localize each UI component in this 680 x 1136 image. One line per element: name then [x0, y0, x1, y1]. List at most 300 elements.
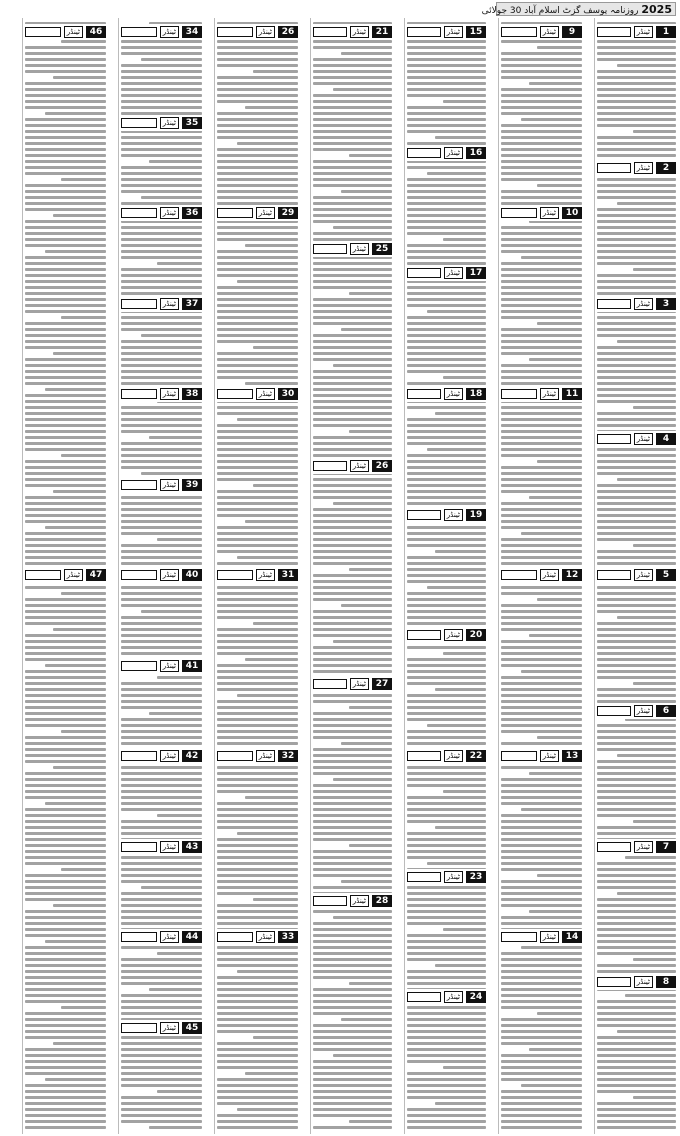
text-line	[597, 82, 676, 85]
text-line	[501, 880, 582, 883]
text-line	[313, 1036, 392, 1039]
text-line	[313, 574, 392, 577]
text-line	[407, 1126, 486, 1129]
text-line	[501, 418, 582, 421]
text-line	[25, 436, 106, 439]
text-line	[217, 730, 298, 733]
text-line	[537, 184, 582, 187]
text-line	[501, 526, 582, 529]
text-line	[121, 166, 202, 169]
text-line	[597, 244, 676, 247]
text-line	[245, 382, 298, 385]
text-line	[597, 232, 676, 235]
text-line	[313, 310, 392, 313]
text-line	[217, 688, 298, 691]
text-line	[407, 784, 486, 787]
box-number: 45	[182, 1022, 202, 1034]
text-line	[217, 610, 298, 613]
text-line	[313, 694, 392, 697]
text-line	[121, 274, 202, 277]
text-line	[217, 154, 298, 157]
text-line	[217, 862, 298, 865]
text-line	[217, 178, 298, 181]
tender-box-36	[121, 207, 202, 219]
text-line	[501, 250, 582, 253]
text-line	[217, 502, 298, 505]
text-line	[53, 490, 106, 493]
tender-box-43	[121, 841, 202, 853]
text-line	[121, 292, 202, 295]
box-frame	[501, 208, 537, 218]
text-line	[121, 856, 202, 859]
text-line	[217, 160, 298, 163]
text-line	[217, 508, 298, 511]
text-line	[407, 766, 486, 769]
text-line	[53, 1042, 106, 1045]
text-line	[25, 1108, 106, 1111]
text-line	[597, 412, 676, 415]
text-line	[313, 40, 392, 43]
text-line	[501, 88, 582, 91]
text-line	[313, 454, 392, 457]
text-line	[521, 118, 582, 121]
text-line	[25, 376, 106, 379]
text-line	[121, 1036, 202, 1039]
box-frame	[313, 244, 347, 254]
text-line	[217, 988, 298, 991]
text-line	[217, 184, 298, 187]
text-line	[157, 262, 202, 265]
col-7	[22, 18, 108, 1134]
text-line	[25, 772, 106, 775]
text-line	[217, 820, 298, 823]
box-number: 36	[182, 207, 202, 219]
text-line	[237, 1108, 298, 1111]
text-line	[121, 82, 202, 85]
text-line	[501, 652, 582, 655]
text-line	[217, 1060, 298, 1063]
text-line	[501, 442, 582, 445]
box-frame	[121, 842, 157, 852]
tender-box-20	[407, 629, 486, 641]
box-tag: ٹینڈر	[64, 569, 83, 581]
box-frame	[313, 679, 347, 689]
text-line	[121, 370, 202, 373]
text-line	[121, 778, 202, 781]
text-line	[349, 154, 392, 157]
text-line	[407, 856, 486, 859]
text-line	[407, 196, 486, 199]
tender-box-27	[313, 678, 392, 690]
text-line	[313, 334, 392, 337]
tender-box-2	[597, 162, 676, 174]
text-line	[597, 634, 676, 637]
text-line	[121, 40, 202, 43]
text-line	[313, 730, 392, 733]
text-line	[501, 448, 582, 451]
tender-box-13	[501, 750, 582, 762]
text-line	[501, 886, 582, 889]
text-line	[25, 1096, 106, 1099]
text-line	[407, 718, 486, 721]
text-line	[407, 208, 486, 211]
text-line	[501, 160, 582, 163]
box-tag: ٹینڈر	[444, 388, 463, 400]
text-line	[313, 952, 392, 955]
text-line	[407, 616, 486, 619]
text-line	[217, 292, 298, 295]
text-line	[121, 238, 202, 241]
text-line	[217, 136, 298, 139]
text-line	[45, 112, 106, 115]
text-line	[501, 838, 582, 841]
box-number: 29	[278, 207, 298, 219]
tender-box-29	[217, 207, 298, 219]
text-line	[407, 832, 486, 835]
text-line	[501, 94, 582, 97]
text-line	[121, 994, 202, 997]
text-line	[313, 340, 392, 343]
text-line	[597, 376, 676, 379]
text-line	[407, 1048, 486, 1051]
text-line	[435, 688, 486, 691]
text-line	[407, 532, 486, 535]
text-line	[597, 196, 676, 199]
text-line	[501, 1102, 582, 1105]
text-line	[537, 874, 582, 877]
text-line	[217, 514, 298, 517]
box-tag: ٹینڈر	[256, 207, 275, 219]
text-line	[313, 634, 392, 637]
text-line	[501, 850, 582, 853]
text-line	[407, 850, 486, 853]
box-number: 8	[656, 976, 676, 988]
text-line	[217, 472, 298, 475]
text-line	[501, 100, 582, 103]
tender-box-38	[121, 388, 202, 400]
text-line	[121, 184, 202, 187]
text-line	[597, 316, 676, 319]
text-line	[501, 826, 582, 829]
text-line	[501, 958, 582, 961]
box-frame	[501, 570, 537, 580]
text-line	[617, 478, 676, 481]
text-line	[121, 832, 202, 835]
text-line	[597, 1102, 676, 1105]
text-line	[121, 1108, 202, 1111]
text-line	[597, 286, 676, 289]
text-line	[121, 550, 202, 553]
text-line	[25, 610, 106, 613]
text-line	[597, 604, 676, 607]
text-line	[313, 1012, 392, 1015]
text-line	[427, 862, 486, 865]
text-line	[501, 964, 582, 967]
text-line	[407, 742, 486, 745]
text-line	[597, 502, 676, 505]
text-line	[407, 298, 486, 301]
text-line	[217, 442, 298, 445]
text-line	[121, 586, 202, 589]
text-line	[313, 772, 392, 775]
text-line	[537, 598, 582, 601]
text-line	[501, 328, 582, 331]
text-line	[25, 742, 106, 745]
text-line	[25, 754, 106, 757]
text-line	[25, 682, 106, 685]
text-line	[121, 826, 202, 829]
text-line	[25, 124, 106, 127]
text-line	[501, 1072, 582, 1075]
box-frame	[501, 932, 537, 942]
text-line	[121, 1102, 202, 1105]
text-line	[333, 778, 392, 781]
text-line	[217, 340, 298, 343]
box-frame	[597, 977, 631, 987]
text-line	[121, 1078, 202, 1081]
text-line	[597, 1108, 676, 1111]
text-line	[121, 418, 202, 421]
text-line	[217, 100, 298, 103]
text-line	[633, 130, 676, 133]
text-line	[501, 988, 582, 991]
text-line	[597, 928, 676, 931]
text-line	[313, 142, 392, 145]
text-line	[501, 304, 582, 307]
tender-box-14	[501, 931, 582, 943]
text-line	[407, 328, 486, 331]
text-line	[407, 982, 486, 985]
text-line	[121, 1048, 202, 1051]
text-line	[341, 1018, 392, 1021]
text-line	[501, 622, 582, 625]
text-line	[597, 808, 676, 811]
text-line	[597, 970, 676, 973]
text-line	[141, 58, 202, 61]
text-line	[501, 76, 582, 79]
text-line	[501, 406, 582, 409]
text-line	[121, 820, 202, 823]
text-line	[121, 700, 202, 703]
tender-box-26	[217, 26, 298, 38]
text-line	[217, 76, 298, 79]
box-tag: ٹینڈر	[350, 895, 369, 907]
text-line	[313, 508, 392, 511]
text-line	[597, 1042, 676, 1045]
text-line	[597, 1048, 676, 1051]
text-line	[25, 862, 106, 865]
text-line	[217, 790, 298, 793]
text-line	[25, 70, 106, 73]
box-number: 42	[182, 750, 202, 762]
text-line	[443, 790, 486, 793]
text-line	[25, 718, 106, 721]
text-line	[597, 1120, 676, 1123]
text-line	[521, 256, 582, 259]
tender-box-44	[121, 931, 202, 943]
text-line	[121, 154, 202, 157]
text-line	[25, 154, 106, 157]
text-line	[25, 478, 106, 481]
text-line	[121, 496, 202, 499]
text-line	[217, 1030, 298, 1033]
text-line	[25, 136, 106, 139]
text-line	[597, 400, 676, 403]
text-line	[313, 166, 392, 169]
text-line	[407, 622, 486, 625]
box-number: 15	[466, 26, 486, 38]
text-line	[407, 778, 486, 781]
text-line	[501, 544, 582, 547]
text-line	[25, 1018, 106, 1021]
text-line	[121, 520, 202, 523]
text-line	[407, 442, 486, 445]
text-line	[25, 88, 106, 91]
text-line	[435, 964, 486, 967]
text-line	[617, 1030, 676, 1033]
text-line	[217, 1054, 298, 1057]
text-line	[25, 844, 106, 847]
text-line	[597, 946, 676, 949]
text-line	[501, 472, 582, 475]
text-line	[407, 94, 486, 97]
text-line	[597, 880, 676, 883]
text-line	[217, 544, 298, 547]
text-line	[25, 910, 106, 913]
text-line	[407, 226, 486, 229]
text-line	[597, 388, 676, 391]
text-line	[25, 208, 106, 211]
box-tag: ٹینڈر	[634, 705, 653, 717]
text-line	[121, 328, 202, 331]
text-line	[217, 364, 298, 367]
text-line	[501, 610, 582, 613]
tender-box-1	[597, 26, 676, 38]
text-line	[25, 400, 106, 403]
text-line	[217, 448, 298, 451]
text-line	[121, 46, 202, 49]
text-line	[25, 172, 106, 175]
text-line	[501, 1018, 582, 1021]
tender-box-24	[407, 991, 486, 1003]
box-frame	[407, 751, 441, 761]
text-line	[597, 118, 676, 121]
text-line	[597, 814, 676, 817]
box-frame	[407, 389, 441, 399]
text-line	[597, 904, 676, 907]
text-line	[45, 388, 106, 391]
text-line	[407, 712, 486, 715]
tender-box-45	[121, 1022, 202, 1034]
text-line	[25, 406, 106, 409]
text-line	[501, 628, 582, 631]
box-number: 46	[86, 26, 106, 38]
text-line	[529, 634, 582, 637]
box-tag: ٹینڈر	[540, 931, 559, 943]
text-line	[501, 976, 582, 979]
text-line	[217, 850, 298, 853]
text-line	[501, 478, 582, 481]
text-line	[407, 838, 486, 841]
text-line	[121, 1000, 202, 1003]
text-line	[597, 1006, 676, 1009]
text-line	[407, 346, 486, 349]
text-line	[313, 352, 392, 355]
text-line	[501, 40, 582, 43]
text-line	[217, 1114, 298, 1117]
text-line	[121, 892, 202, 895]
text-line	[501, 346, 582, 349]
text-line	[217, 1024, 298, 1027]
text-line	[597, 898, 676, 901]
text-line	[407, 322, 486, 325]
text-line	[25, 292, 106, 295]
text-line	[121, 64, 202, 67]
text-line	[407, 478, 486, 481]
text-line	[501, 196, 582, 199]
text-line	[501, 844, 582, 847]
text-line	[501, 790, 582, 793]
text-line	[217, 430, 298, 433]
box-number: 20	[466, 629, 486, 641]
tender-box-26	[313, 460, 392, 472]
text-line	[313, 766, 392, 769]
text-line	[25, 166, 106, 169]
text-line	[121, 556, 202, 559]
text-line	[407, 646, 486, 649]
text-line	[25, 850, 106, 853]
text-line	[121, 718, 202, 721]
text-line	[313, 376, 392, 379]
text-line	[597, 730, 676, 733]
text-line	[407, 484, 486, 487]
text-line	[597, 424, 676, 427]
text-line	[597, 70, 676, 73]
text-line	[501, 1054, 582, 1057]
text-line	[407, 820, 486, 823]
text-line	[597, 1090, 676, 1093]
text-line	[217, 664, 298, 667]
text-line	[217, 910, 298, 913]
text-line	[313, 520, 392, 523]
text-line	[313, 940, 392, 943]
text-line	[407, 670, 486, 673]
text-line	[25, 1066, 106, 1069]
text-line	[121, 910, 202, 913]
text-line	[217, 724, 298, 727]
text-line	[407, 1108, 486, 1111]
text-line	[407, 286, 486, 289]
text-line	[597, 106, 676, 109]
text-line	[597, 454, 676, 457]
text-line	[501, 454, 582, 457]
box-tag: ٹینڈر	[160, 931, 179, 943]
box-number: 13	[562, 750, 582, 762]
text-line	[313, 814, 392, 817]
text-line	[597, 472, 676, 475]
text-line	[427, 724, 486, 727]
text-line	[25, 808, 106, 811]
text-line	[427, 586, 486, 589]
text-line	[217, 976, 298, 979]
text-line	[407, 292, 486, 295]
box-frame	[217, 208, 253, 218]
box-frame	[501, 27, 537, 37]
box-number: 28	[372, 895, 392, 907]
text-line	[313, 664, 392, 667]
text-line	[501, 64, 582, 67]
text-line	[333, 88, 392, 91]
